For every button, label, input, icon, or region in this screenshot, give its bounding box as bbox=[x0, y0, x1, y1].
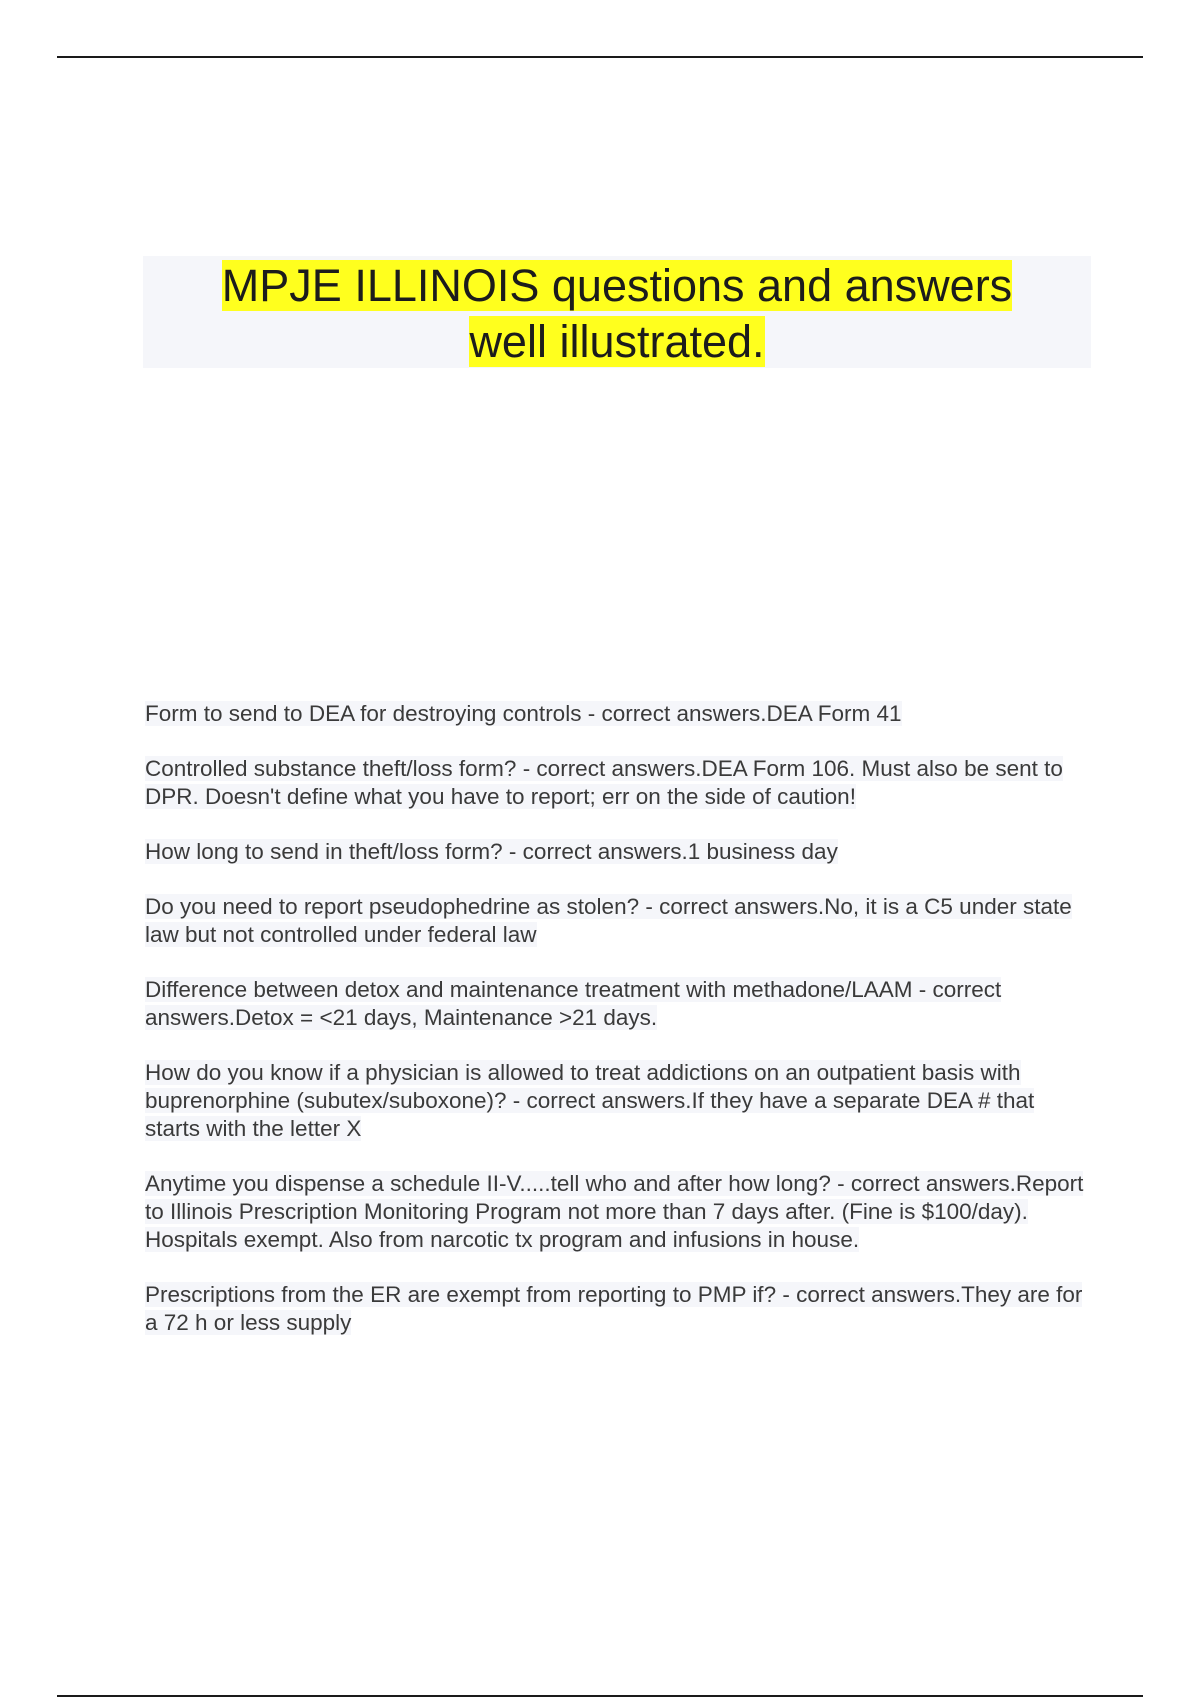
title-line-1: MPJE ILLINOIS questions and answers bbox=[221, 260, 1013, 311]
qa-text: Anytime you dispense a schedule II-V.....tell who and after how long? - correct answers.Report to Illinois Prescription Monitoring Program not more than 7 days after. (Fine is $100/day). Hospitals exempt. Also from narcotic tx program and infusions in house. bbox=[145, 1171, 1084, 1252]
qa-list bbox=[145, 700, 1090, 1364]
qa-item bbox=[145, 976, 1090, 1032]
qa-item bbox=[145, 700, 1090, 728]
qa-text: Form to send to DEA for destroying controls - correct answers.DEA Form 41 bbox=[145, 701, 902, 726]
document-title bbox=[143, 258, 1091, 370]
qa-text: Prescriptions from the ER are exempt from reporting to PMP if? - correct answers.They are for a 72 h or less supply bbox=[145, 1282, 1083, 1335]
qa-text: Do you need to report pseudophedrine as stolen? - correct answers.No, it is a C5 under state law but not controlled under federal law bbox=[145, 894, 1072, 947]
qa-text: Difference between detox and maintenance treatment with methadone/LAAM - correct answers.Detox = <21 days, Maintenance >21 days. bbox=[145, 977, 1002, 1030]
bottom-rule bbox=[57, 1695, 1143, 1697]
top-rule bbox=[57, 56, 1143, 58]
qa-text: How do you know if a physician is allowed to treat addictions on an outpatient basis with buprenorphine (subutex/suboxone)? - correct answers.If they have a separate DEA # that starts with the letter X bbox=[145, 1060, 1035, 1141]
qa-item bbox=[145, 838, 1090, 866]
qa-text: Controlled substance theft/loss form? - correct answers.DEA Form 106. Must also be sent to DPR. Doesn't define what you have to report; err on the side of caution! bbox=[145, 756, 1063, 809]
title-block bbox=[143, 256, 1091, 368]
qa-item bbox=[145, 1059, 1090, 1143]
qa-text: How long to send in theft/loss form? - correct answers.1 business day bbox=[145, 839, 838, 864]
qa-item bbox=[145, 893, 1090, 949]
qa-item bbox=[145, 1281, 1090, 1337]
title-line-2: well illustrated. bbox=[469, 316, 765, 367]
qa-item bbox=[145, 755, 1090, 811]
qa-item bbox=[145, 1170, 1090, 1254]
